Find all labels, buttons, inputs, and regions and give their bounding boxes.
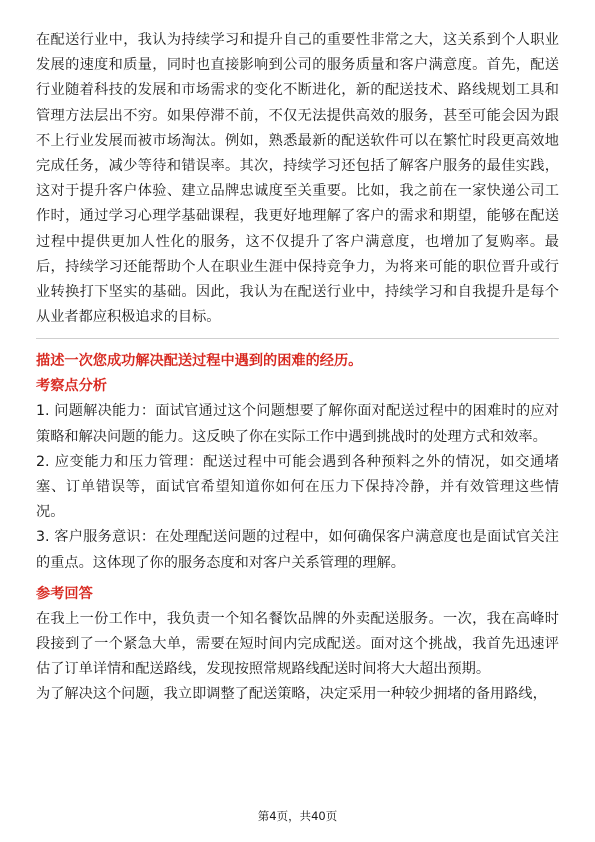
answer-paragraph: 在我上一份工作中，我负责一个知名餐饮品牌的外卖配送服务。一次，我在高峰时段接到了一个紧急大单，需要在短时间内完成配送。面对这个挑战，我首先迅速评估了订单详情和配送路线，发现按照常规路线配送时间将大大超出预期。: [36, 610, 559, 678]
question-heading: 描述一次您成功解决配送过程中遇到的困难的经历。: [36, 353, 363, 370]
answer-paragraph: 为了解决这个问题，我立即调整了配送策略，决定采用一种较少拥堵的备用路线，: [36, 686, 547, 703]
section-divider: [36, 338, 559, 339]
analysis-point: 3. 客户服务意识：在处理配送问题的过程中，如何确保客户满意度也是面试官关注的重点。这体现了你的服务态度和对客户关系管理的理解。: [36, 529, 559, 571]
analysis-point: 2. 应变能力和压力管理：配送过程中可能会遇到各种预料之外的情况，如交通堵塞、订单错误等，面试官希望知道你如何在压力下保持冷静，并有效管理这些情况。: [36, 453, 559, 521]
page-number: 第4页，共40页: [257, 809, 338, 823]
document-body: [36, 28, 559, 708]
answer-title: 参考回答: [36, 585, 93, 602]
intro-paragraph: 在配送行业中，我认为持续学习和提升自己的重要性非常之大，这关系到个人职业发展的速度和质量，同时也直接影响到公司的服务质量和客户满意度。首先，配送行业随着科技的发展和市场需求的变化不断进化，新的配送技术、路线规划工具和管理方法层出不穷。如果停滞不前，不仅无法提供高效的服务，甚至可能会因为跟不上行业发展而被市场淘汰。例如，熟悉最新的配送软件可以在繁忙时段更高效地完成任务，减少等待和错误率。其次，持续学习还包括了解客户服务的最佳实践，这对于提升客户体验、建立品牌忠诚度至关重要。比如，我之前在一家快递公司工作时，通过学习心理学基础课程，我更好地理解了客户的需求和期望，能够在配送过程中提供更加人性化的服务，这不仅提升了客户满意度，也增加了复购率。最后，持续学习还能帮助个人在职业生涯中保持竞争力，为将来可能的职位晋升或行业转换打下坚实的基础。因此，我认为在配送行业中，持续学习和自我提升是每个从业者都应积极追求的目标。: [36, 32, 559, 326]
analysis-point: 1. 问题解决能力：面试官通过这个问题想要了解你面对配送过程中的困难时的应对策略和解决问题的能力。这反映了你在实际工作中遇到挑战时的处理方式和效率。: [36, 403, 559, 445]
analysis-title: 考察点分析: [36, 378, 107, 395]
